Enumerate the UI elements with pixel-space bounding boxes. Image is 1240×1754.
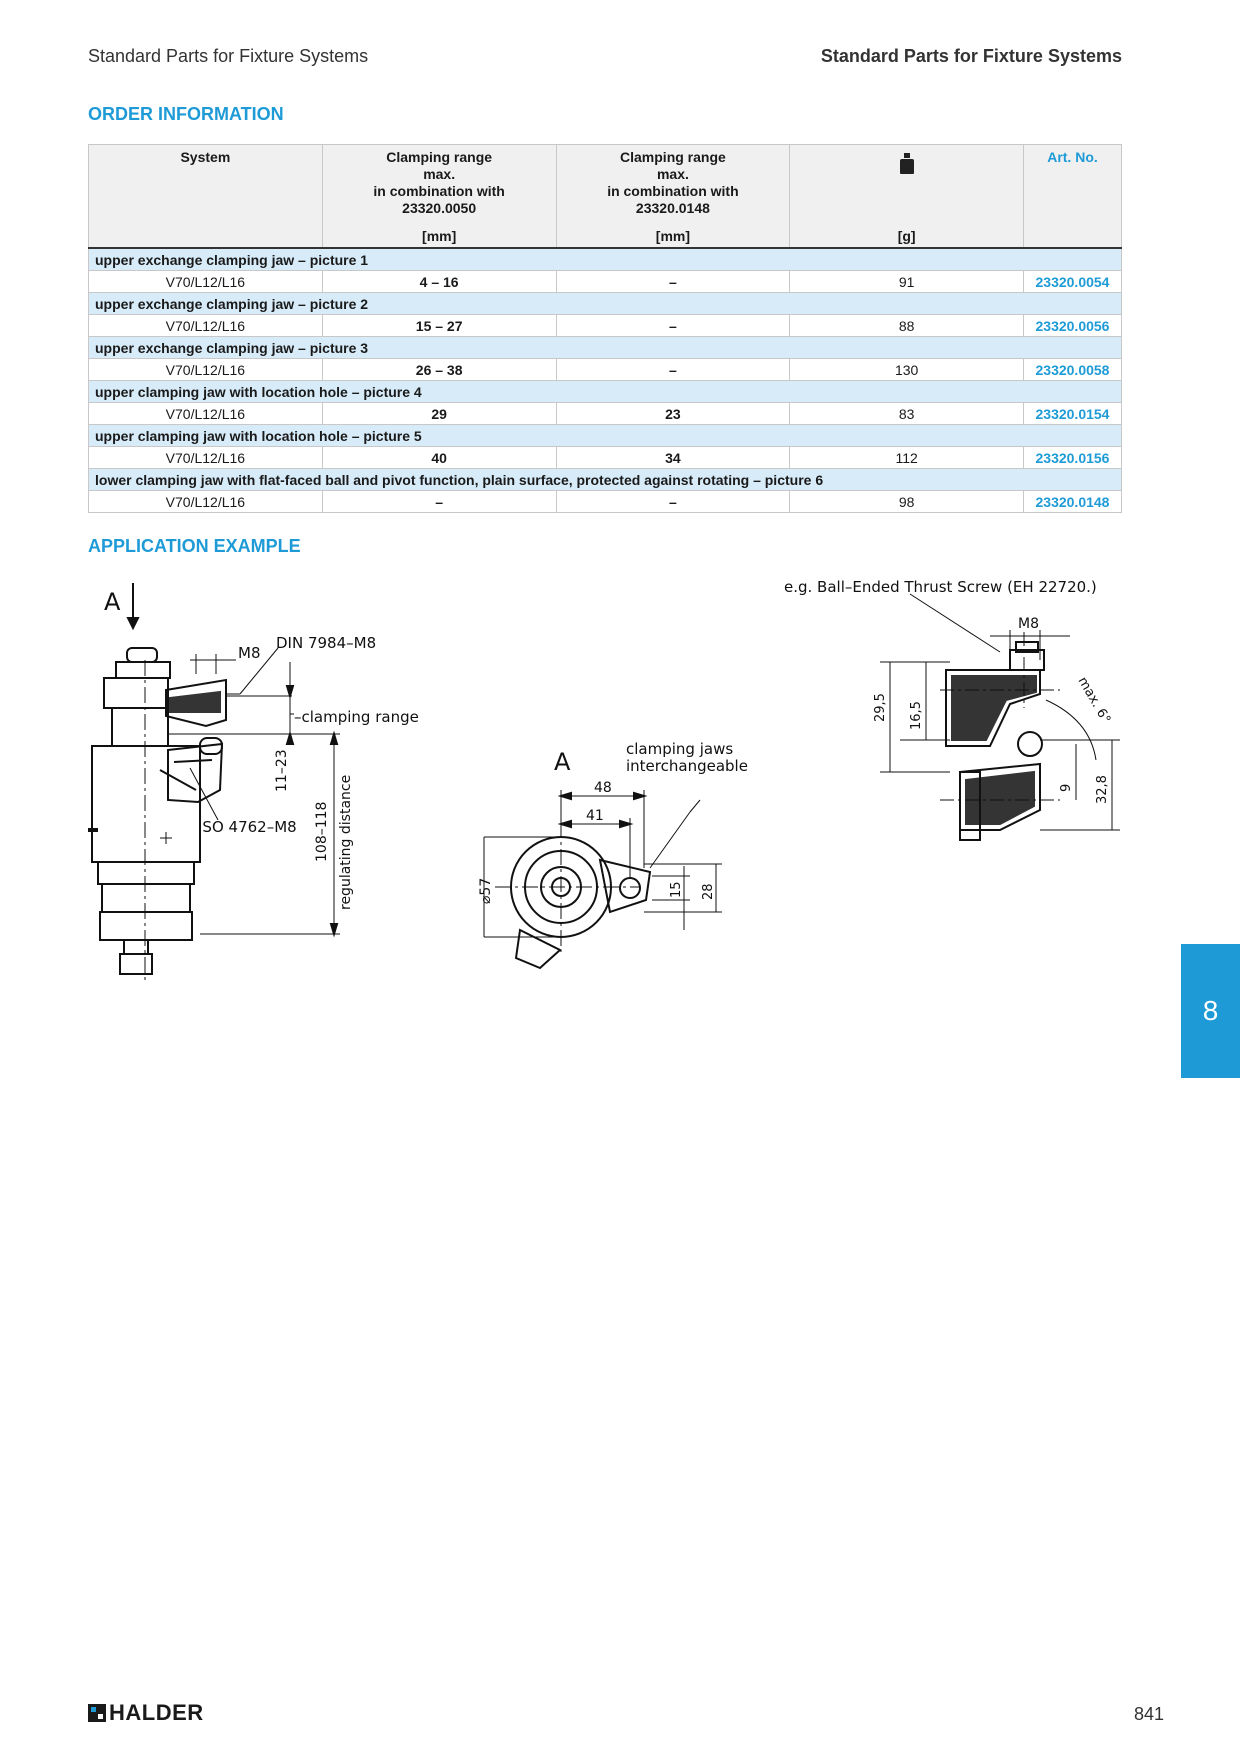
group-label: upper exchange clamping jaw – picture 1 <box>89 248 1122 271</box>
application-example-heading: APPLICATION EXAMPLE <box>88 536 301 556</box>
order-table <box>88 144 1122 513</box>
weight-cell: 130 <box>790 359 1024 381</box>
system-cell: V70/L12/L16 <box>89 491 323 513</box>
label-iso: ISO 4762–M8 <box>198 818 297 836</box>
label-dim-57: ⌀57 <box>478 877 494 904</box>
art-no-cell[interactable]: 23320.0056 <box>1023 315 1121 337</box>
clamping-range-0148-cell: 34 <box>556 447 790 469</box>
group-row <box>89 337 1122 359</box>
clamping-range-0148-cell: – <box>556 315 790 337</box>
clamping-range-0148-cell: 23 <box>556 403 790 425</box>
weight-cell: 91 <box>790 271 1024 293</box>
system-cell: V70/L12/L16 <box>89 403 323 425</box>
group-row <box>89 469 1122 491</box>
label-m8-left: M8 <box>238 644 261 662</box>
weight-cell: 98 <box>790 491 1024 513</box>
clamping-range-0148-cell: – <box>556 271 790 293</box>
clamping-range-0148-cell: – <box>556 359 790 381</box>
header-right-title: Standard Parts for Fixture Systems <box>820 46 1122 66</box>
clamping-range-0050-cell: 40 <box>322 447 556 469</box>
weight-cell: 88 <box>790 315 1024 337</box>
clamping-range-0050-cell: 26 – 38 <box>322 359 556 381</box>
halder-logo <box>88 1700 204 1726</box>
label-ball-screw: e.g. Ball–Ended Thrust Screw (EH 22720.) <box>784 578 1097 596</box>
label-dim-29-5: 29,5 <box>873 693 888 722</box>
label-dim-9: 9 <box>1059 783 1074 792</box>
group-row <box>89 293 1122 315</box>
col-system: System <box>89 145 323 249</box>
table-row <box>89 359 1122 381</box>
halder-logo-text: HALDER <box>109 1700 204 1725</box>
group-label: upper exchange clamping jaw – picture 3 <box>89 337 1122 359</box>
clamping-range-0148-cell: – <box>556 491 790 513</box>
system-cell: V70/L12/L16 <box>89 315 323 337</box>
weight-cell: 83 <box>790 403 1024 425</box>
label-clamping-range: –clamping range <box>294 708 419 726</box>
application-example-drawing <box>0 560 1180 990</box>
label-dim-11-23: 11–23 <box>274 749 290 792</box>
label-dim-48: 48 <box>594 780 612 796</box>
group-row <box>89 425 1122 447</box>
group-row <box>89 248 1122 271</box>
art-no-cell[interactable]: 23320.0154 <box>1023 403 1121 425</box>
group-label: upper clamping jaw with location hole – picture 4 <box>89 381 1122 403</box>
label-dim-41: 41 <box>586 808 604 824</box>
col-weight: [g] <box>790 145 1024 249</box>
label-view-a-top: A <box>554 748 571 776</box>
group-label: upper clamping jaw with location hole – picture 5 <box>89 425 1122 447</box>
label-dim-108-118: 108–118 <box>314 801 330 862</box>
table-row <box>89 491 1122 513</box>
label-m8-right: M8 <box>1018 616 1039 632</box>
art-no-cell[interactable]: 23320.0058 <box>1023 359 1121 381</box>
group-row <box>89 381 1122 403</box>
chapter-tab[interactable]: 8 <box>1181 944 1240 1078</box>
label-regulating-distance: regulating distance <box>338 774 354 910</box>
clamping-range-0050-cell: – <box>322 491 556 513</box>
table-row <box>89 315 1122 337</box>
system-cell: V70/L12/L16 <box>89 271 323 293</box>
art-no-cell[interactable]: 23320.0148 <box>1023 491 1121 513</box>
label-dim-32-8: 32,8 <box>1095 775 1110 804</box>
art-no-cell[interactable]: 23320.0156 <box>1023 447 1121 469</box>
art-no-cell[interactable]: 23320.0054 <box>1023 271 1121 293</box>
group-label: upper exchange clamping jaw – picture 2 <box>89 293 1122 315</box>
label-max-angle: max. 6° <box>1074 674 1114 727</box>
label-dim-28: 28 <box>701 883 716 900</box>
weight-cell: 112 <box>790 447 1024 469</box>
label-dim-15: 15 <box>669 881 684 898</box>
col-art-no: Art. No. <box>1023 145 1121 249</box>
clamping-range-0050-cell: 4 – 16 <box>322 271 556 293</box>
header-left-title: Standard Parts for Fixture Systems <box>88 46 369 66</box>
table-row <box>89 403 1122 425</box>
table-row <box>89 271 1122 293</box>
label-jaws-line1: clamping jaws <box>626 740 734 758</box>
col-clamping-range-0148: Clamping range max. in combination with 23320.0148 [mm] <box>556 145 790 249</box>
table-header-row <box>89 145 1122 249</box>
page-number: 841 <box>1134 1704 1165 1724</box>
label-jaws-line2: interchangeable <box>626 757 748 775</box>
group-label: lower clamping jaw with flat-faced ball and pivot function, plain surface, protected against rotating – picture 6 <box>89 469 1122 491</box>
weight-icon <box>899 153 915 175</box>
system-cell: V70/L12/L16 <box>89 359 323 381</box>
label-view-a: A <box>104 588 121 616</box>
table-row <box>89 447 1122 469</box>
label-din: DIN 7984–M8 <box>276 634 377 652</box>
clamping-range-0050-cell: 29 <box>322 403 556 425</box>
system-cell: V70/L12/L16 <box>89 447 323 469</box>
clamping-range-0050-cell: 15 – 27 <box>322 315 556 337</box>
halder-logo-mark <box>88 1704 106 1722</box>
order-information-heading: ORDER INFORMATION <box>88 104 284 124</box>
label-dim-16-5: 16,5 <box>909 701 924 730</box>
col-clamping-range-0050: Clamping range max. in combination with 23320.0050 [mm] <box>322 145 556 249</box>
